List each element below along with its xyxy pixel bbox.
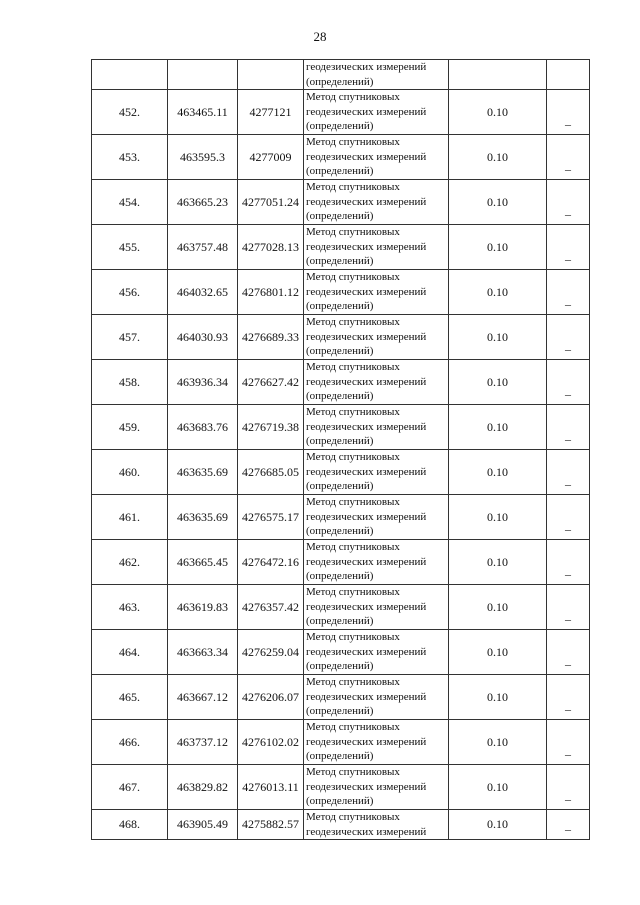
cell-extra: – [547, 810, 590, 840]
cell-method [304, 585, 449, 630]
method-line: геодезических измерений [306, 375, 427, 388]
method-line: Метод спутниковых [306, 676, 400, 689]
cell-extra: – [547, 585, 590, 630]
method-line: (определений) [306, 165, 374, 178]
cell-method [304, 270, 449, 315]
method-line: геодезических измерений [306, 600, 427, 613]
table-row [92, 765, 590, 810]
cell-y: 4276357.42 [238, 585, 304, 630]
method-line: (определений) [306, 345, 374, 358]
cell-x: 463465.11 [168, 90, 238, 135]
cell-error: 0.10 [449, 270, 547, 315]
method-line: геодезических измерений [306, 555, 427, 568]
cell-y: 4276801.12 [238, 270, 304, 315]
method-line: Метод спутниковых [306, 406, 400, 419]
table-row [92, 450, 590, 495]
cell-number: 460. [92, 450, 168, 495]
method-line: геодезических измерений [306, 825, 427, 838]
cell-error: 0.10 [449, 180, 547, 225]
method-line: (определений) [306, 705, 374, 718]
cell-error [449, 60, 547, 90]
cell-error: 0.10 [449, 585, 547, 630]
table-row [92, 405, 590, 450]
cell-number: 467. [92, 765, 168, 810]
cell-error: 0.10 [449, 630, 547, 675]
method-line: геодезических измерений [306, 105, 427, 118]
cell-method [304, 60, 449, 90]
table-row [92, 810, 590, 840]
table-row [92, 135, 590, 180]
cell-number: 453. [92, 135, 168, 180]
cell-method [304, 90, 449, 135]
table-row [92, 540, 590, 585]
cell-x: 463737.12 [168, 720, 238, 765]
method-line: (определений) [306, 480, 374, 493]
cell-x: 463936.34 [168, 360, 238, 405]
cell-y: 4277028.13 [238, 225, 304, 270]
method-line: Метод спутниковых [306, 496, 400, 509]
cell-x: 463663.34 [168, 630, 238, 675]
method-line: (определений) [306, 255, 374, 268]
method-line: геодезических измерений [306, 61, 427, 73]
cell-method [304, 675, 449, 720]
method-line: (определений) [306, 390, 374, 403]
method-line: геодезических измерений [306, 285, 427, 298]
cell-extra: – [547, 765, 590, 810]
method-line: геодезических измерений [306, 150, 427, 163]
cell-extra: – [547, 180, 590, 225]
cell-method [304, 540, 449, 585]
cell-number: 462. [92, 540, 168, 585]
cell-number: 454. [92, 180, 168, 225]
method-line: Метод спутниковых [306, 136, 400, 149]
method-line: (определений) [306, 570, 374, 583]
cell-extra: – [547, 225, 590, 270]
cell-y: 4276259.04 [238, 630, 304, 675]
cell-extra: – [547, 405, 590, 450]
cell-x: 463665.23 [168, 180, 238, 225]
cell-method [304, 405, 449, 450]
method-line: Метод спутниковых [306, 361, 400, 374]
method-line: Метод спутниковых [306, 451, 400, 464]
cell-method [304, 720, 449, 765]
cell-error: 0.10 [449, 360, 547, 405]
method-line: геодезических измерений [306, 240, 427, 253]
cell-y: 4276206.07 [238, 675, 304, 720]
cell-method [304, 810, 449, 840]
cell-x: 463595.3 [168, 135, 238, 180]
method-line: Метод спутниковых [306, 541, 400, 554]
cell-y: 4276575.17 [238, 495, 304, 540]
cell-extra: – [547, 450, 590, 495]
method-line: Метод спутниковых [306, 721, 400, 734]
method-line: геодезических измерений [306, 780, 427, 793]
method-line: (определений) [306, 660, 374, 673]
method-line: геодезических измерений [306, 330, 427, 343]
table-row [92, 720, 590, 765]
method-line: геодезических измерений [306, 645, 427, 658]
cell-x: 463829.82 [168, 765, 238, 810]
cell-x: 464030.93 [168, 315, 238, 360]
cell-error: 0.10 [449, 135, 547, 180]
cell-method [304, 135, 449, 180]
method-line: Метод спутниковых [306, 181, 400, 194]
cell-error: 0.10 [449, 405, 547, 450]
cell-error: 0.10 [449, 765, 547, 810]
cell-x: 463619.83 [168, 585, 238, 630]
cell-error: 0.10 [449, 675, 547, 720]
cell-number: 464. [92, 630, 168, 675]
cell-y: 4276013.11 [238, 765, 304, 810]
cell-x: 463683.76 [168, 405, 238, 450]
cell-x: 464032.65 [168, 270, 238, 315]
table-row [92, 675, 590, 720]
method-line: (определений) [306, 750, 374, 763]
cell-extra: – [547, 495, 590, 540]
method-line: геодезических измерений [306, 195, 427, 208]
cell-y: 4276719.38 [238, 405, 304, 450]
page-number: 28 [313, 29, 327, 44]
cell-method [304, 315, 449, 360]
cell-number: 452. [92, 90, 168, 135]
cell-extra: – [547, 540, 590, 585]
table-row [92, 630, 590, 675]
cell-error: 0.10 [449, 315, 547, 360]
cell-y: 4276685.05 [238, 450, 304, 495]
cell-y: 4277009 [238, 135, 304, 180]
cell-number: 458. [92, 360, 168, 405]
cell-error: 0.10 [449, 450, 547, 495]
cell-error: 0.10 [449, 495, 547, 540]
method-line: Метод спутниковых [306, 91, 400, 104]
cell-method [304, 225, 449, 270]
cell-extra: – [547, 270, 590, 315]
cell-y: 4277121 [238, 90, 304, 135]
method-line: геодезических измерений [306, 420, 427, 433]
method-line: Метод спутниковых [306, 586, 400, 599]
cell-number [92, 60, 168, 90]
cell-x: 463635.69 [168, 495, 238, 540]
method-line: (определений) [306, 525, 374, 538]
method-line: Метод спутниковых [306, 316, 400, 329]
cell-method [304, 495, 449, 540]
cell-x: 463667.12 [168, 675, 238, 720]
table-row [92, 270, 590, 315]
method-line: Метод спутниковых [306, 226, 400, 239]
table-row [92, 585, 590, 630]
method-line: (определений) [306, 75, 374, 88]
cell-error: 0.10 [449, 720, 547, 765]
method-line: геодезических измерений [306, 735, 427, 748]
method-line: Метод спутниковых [306, 766, 400, 779]
cell-x: 463635.69 [168, 450, 238, 495]
cell-number: 455. [92, 225, 168, 270]
cell-extra: – [547, 90, 590, 135]
cell-method [304, 180, 449, 225]
cell-extra: – [547, 135, 590, 180]
method-line: (определений) [306, 120, 374, 133]
method-line: (определений) [306, 615, 374, 628]
cell-x: 463905.49 [168, 810, 238, 840]
method-line: (определений) [306, 435, 374, 448]
cell-number: 457. [92, 315, 168, 360]
method-line: геодезических измерений [306, 690, 427, 703]
cell-extra: – [547, 360, 590, 405]
coordinates-table [91, 59, 590, 840]
cell-method [304, 450, 449, 495]
method-line: (определений) [306, 795, 374, 808]
cell-extra: – [547, 630, 590, 675]
cell-number: 468. [92, 810, 168, 840]
cell-number: 456. [92, 270, 168, 315]
table-row [92, 180, 590, 225]
table-row-continuation [92, 60, 590, 90]
cell-y: 4275882.57 [238, 810, 304, 840]
cell-y: 4276689.33 [238, 315, 304, 360]
cell-number: 463. [92, 585, 168, 630]
method-line: Метод спутниковых [306, 631, 400, 644]
table-row [92, 90, 590, 135]
method-line: геодезических измерений [306, 510, 427, 523]
cell-extra: – [547, 720, 590, 765]
cell-error: 0.10 [449, 540, 547, 585]
cell-method [304, 630, 449, 675]
table-row [92, 225, 590, 270]
cell-number: 459. [92, 405, 168, 450]
cell-extra: – [547, 675, 590, 720]
cell-method [304, 765, 449, 810]
cell-error: 0.10 [449, 90, 547, 135]
method-line: (определений) [306, 210, 374, 223]
table-row [92, 315, 590, 360]
cell-method [304, 360, 449, 405]
cell-y: 4276102.02 [238, 720, 304, 765]
method-line: (определений) [306, 300, 374, 313]
cell-extra: – [547, 315, 590, 360]
cell-y: 4276472.16 [238, 540, 304, 585]
cell-number: 465. [92, 675, 168, 720]
table-row [92, 495, 590, 540]
method-line: Метод спутниковых [306, 271, 400, 284]
cell-x: 463665.45 [168, 540, 238, 585]
cell-error: 0.10 [449, 225, 547, 270]
cell-x [168, 60, 238, 90]
method-line: геодезических измерений [306, 465, 427, 478]
cell-number: 461. [92, 495, 168, 540]
cell-number: 466. [92, 720, 168, 765]
cell-y: 4276627.42 [238, 360, 304, 405]
cell-y: 4277051.24 [238, 180, 304, 225]
cell-y [238, 60, 304, 90]
method-line: Метод спутниковых [306, 811, 400, 823]
table-row [92, 360, 590, 405]
cell-extra [547, 60, 590, 90]
cell-error: 0.10 [449, 810, 547, 840]
cell-x: 463757.48 [168, 225, 238, 270]
